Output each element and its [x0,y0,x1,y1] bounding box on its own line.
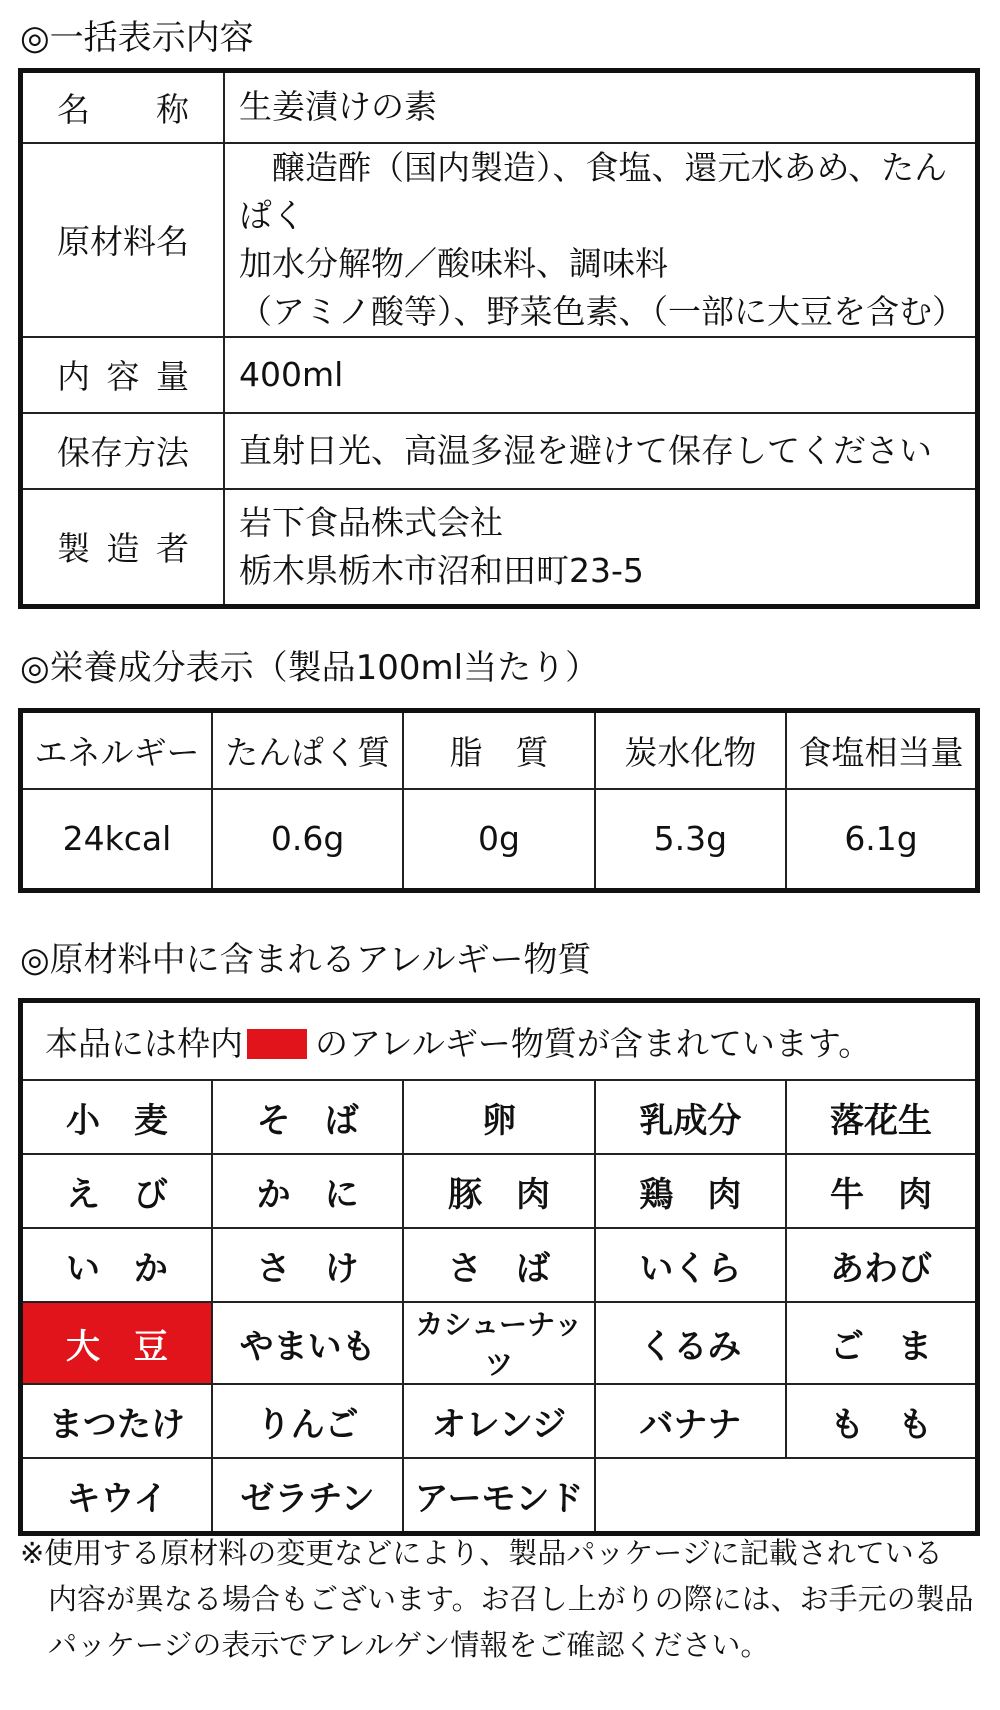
info-value-name [224,71,978,143]
info-label-volume: 内 容 量 [21,337,225,413]
allergen-grid [21,1080,978,1534]
highlight-swatch [247,1029,307,1059]
allergen-cell: 鶏 肉 [595,1154,786,1228]
allergen-cell: くるみ [595,1302,786,1384]
nutrition-header-fat: 脂 質 [403,711,594,789]
info-row-volume [21,337,978,413]
manufacturer-name: 岩下食品株式会社 [239,502,503,542]
nutrition-header-protein: たんぱく質 [212,711,403,789]
info-label-name: 名 称 [21,71,225,143]
footnote-line-1: ※使用する原材料の変更などにより、製品パッケージに記載されている [20,1536,943,1570]
nutrition-value-carbs: 5.3g [595,789,786,891]
nutrition-header-salt: 食塩相当量 [786,711,977,789]
nutrition-value-row [21,789,978,891]
allergen-row [21,1458,978,1534]
allergen-cell: まつたけ [21,1384,212,1458]
allergen-cell-empty [595,1458,978,1534]
info-value-line: 直射日光、高温多湿を避けて保存してください [239,430,932,470]
notice-text-before: 本品には枠内 [45,1023,243,1063]
info-row-name [21,71,978,143]
ingredients-line-2: 加水分解物／酸味料、調味料 [239,243,668,283]
allergen-cell: あわび [786,1228,977,1302]
info-label-ingredients: 原材料名 [21,143,225,337]
section-title-nutrition: ◎栄養成分表示（製品100ml当たり） [20,648,600,688]
info-value-ingredients [224,143,978,337]
ingredients-line-3: （アミノ酸等）、野菜色素、（一部に大豆を含む） [239,291,965,331]
nutrition-value-fat: 0g [403,789,594,891]
allergen-cell: りんご [212,1384,403,1458]
allergen-cell: も も [786,1384,977,1458]
allergen-cell: オレンジ [403,1384,594,1458]
allergen-cell: か に [212,1154,403,1228]
allergen-cell: 卵 [403,1080,594,1154]
allergen-cell: さ け [212,1228,403,1302]
allergen-cell: そ ば [212,1080,403,1154]
allergen-cell: アーモンド [403,1458,594,1534]
allergen-notice [21,1001,978,1081]
nutrition-value-salt: 6.1g [786,789,977,891]
allergen-cell: ご ま [786,1302,977,1384]
allergen-cell: い か [21,1228,212,1302]
info-value-line: 生姜漬けの素 [239,87,437,127]
allergen-cell: さ ば [403,1228,594,1302]
allergen-cell: ゼラチン [212,1458,403,1534]
allergen-row [21,1080,978,1154]
allergen-table [18,998,980,1536]
section-title-allergens: ◎原材料中に含まれるアレルギー物質 [20,940,592,980]
allergen-row [21,1154,978,1228]
ingredients-line-1: 醸造酢（国内製造）、食塩、還元水あめ、たんぱく [239,147,948,235]
info-value-storage [224,413,978,489]
manufacturer-address: 栃木県栃木市沼和田町23-5 [239,550,644,590]
allergen-cell: いくら [595,1228,786,1302]
allergen-cell: 牛 肉 [786,1154,977,1228]
info-table [18,68,980,609]
info-value-manufacturer [224,489,978,607]
footnote-line-2: 内容が異なる場合もございます。お召し上がりの際には、お手元の製品 [48,1582,974,1616]
allergen-cell: 乳成分 [595,1080,786,1154]
footnote-line-3: パッケージの表示でアレルゲン情報をご確認ください。 [48,1628,770,1662]
info-label-storage: 保存方法 [21,413,225,489]
allergen-cell: 小 麦 [21,1080,212,1154]
allergen-cell: キウイ [21,1458,212,1534]
allergen-cell: え び [21,1154,212,1228]
info-row-storage [21,413,978,489]
info-label-manufacturer: 製 造 者 [21,489,225,607]
nutrition-value-protein: 0.6g [212,789,403,891]
allergen-cell-highlighted: 大 豆 [21,1302,212,1384]
allergen-cell: バナナ [595,1384,786,1458]
allergen-row [21,1384,978,1458]
allergen-cell: やまいも [212,1302,403,1384]
info-row-manufacturer [21,489,978,607]
info-row-ingredients [21,143,978,337]
allergen-cell: 豚 肉 [403,1154,594,1228]
nutrition-header-carbs: 炭水化物 [595,711,786,789]
allergen-cell: 落花生 [786,1080,977,1154]
section-title-label-info: ◎一括表示内容 [20,18,254,58]
nutrition-header-row [21,711,978,789]
allergen-row [21,1302,978,1384]
allergen-notice-row [21,1001,978,1081]
info-value-line: 400ml [239,354,344,394]
info-value-volume [224,337,978,413]
nutrition-value-energy: 24kcal [21,789,212,891]
footnote [20,1530,974,1668]
allergen-cell: カシューナッツ [403,1302,594,1384]
nutrition-header-energy: エネルギー [21,711,212,789]
notice-text-after: のアレルギー物質が含まれています。 [315,1023,872,1063]
nutrition-table [18,708,980,893]
allergen-row [21,1228,978,1302]
